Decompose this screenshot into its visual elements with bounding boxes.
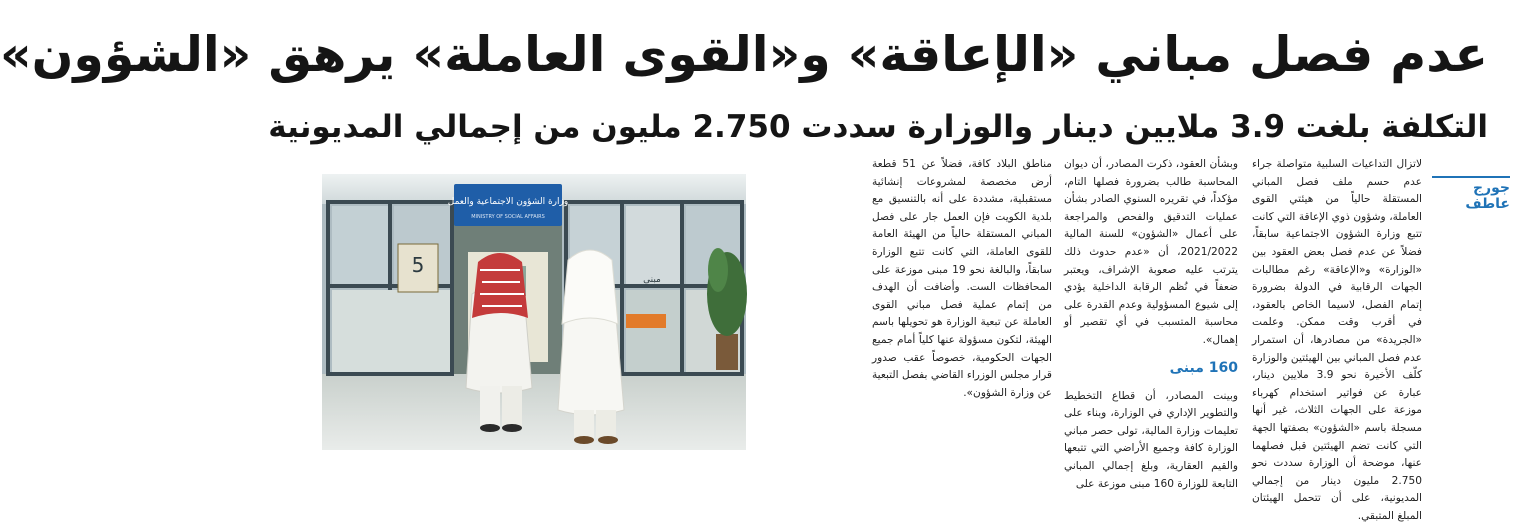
article-column-1 [1252,156,1422,522]
column-1-text: لاتزال التداعيات السلبية متواصلة جراء عدم حسم ملف فصل المباني المستقلة حالياً من هيئتي القوى العاملة، وشؤون ذوي الإعاقة التي كانت تتبع وزارة الشؤون الاجتماعية سابقاً، فضلاً عن عدم فصل بعض العقود بين «الوزارة» و«الإعاقة» رغم مطالبات الجهات الرقابية في الدولة بضرورة إتمام الفصل، لاسيما الخاص بالعقود، في أقرب وقت ممكن. وعلمت «الجريدة» من مصادرها، أن استمرار عدم فصل المباني بين الهيئتين والوزارة كلّف الأخيرة نحو 3.9 ملايين دينار، عبارة عن فواتير استخدام كهرباء موزعة على الجهات الثلاث، غير أنها مسجلة باسم «الشؤون» بصفتها الجهة التي كانت تضم الهيئتين قبل فصلهما عنها، موضحة أن الوزارة سددت نحو 2.750 مليون دينار من إجمالي المديونية، على أن تتحمل الهيئتان المبلغ المتبقي. [1252,158,1422,522]
ministry-sign-arabic: وزارة الشؤون الاجتماعية والعمل [447,197,569,207]
byline: جورج عاطف [1432,176,1510,212]
window-pane [332,206,388,284]
section-subtitle: 160 مبنى [1169,359,1238,376]
article-photo [322,174,746,450]
column-2-text-b: وبينت المصادر، أن قطاع التخطيط والتطوير الإداري في الوزارة، وبناء على تعليمات وزارة المالية، تولى حصر مباني الوزارة كافة وجميع الأراضي التي تتبعها والقيم العقارية، وبلغ إجمالي المباني التابعة للوزارة 160 مبنى موزعة على [1064,389,1238,490]
article-column-3 [872,156,1052,456]
photo-scene [322,174,746,450]
subheadline: التكلفة بلغت 3.9 ملايين دينار والوزارة سددت 2.750 مليون من إجمالي المديونية [268,109,1488,145]
door-number: 5 [411,253,425,277]
column-3-text: مناطق البلاد كافة، فضلاً عن 51 قطعة أرض مخصصة لمشروعات إنشائية مستقبلية، مشددة على أنه بالتنسيق مع بلدية الكويت فإن العمل جار على فصل المباني المستقلة حالياً من الهيئة العامة للقوى العاملة، التي كانت تتبع الوزارة سابقاً، والبالغة نحو 19 مبنى موزعة على المحافظات الست. وأضافت أن الهدف من إتمام عملية فصل مباني القوى العاملة عن تبعية الوزارة هو تحويلها باسم الهيئة، لتكون مسؤولة عنها كلياً أمام جميع الجهات الحكومية، خصوصاً عقب صدور قرار مجلس الوزراء القاضي بفصل التبعية عن وزارة الشؤون». [872,158,1052,399]
headline: عدم فصل مباني «الإعاقة» و«القوى العاملة» يرهق «الشؤون» [0,26,1488,83]
orange-chairs [626,314,666,328]
window-pane [332,290,450,372]
column-2-text-a: وبشأن العقود، ذكرت المصادر، أن ديوان المحاسبة طالب بضرورة فصلها التام، مؤكداً، في تقريره السنوي الصادر بشأن عمليات التدقيق والفحص والمراجعة على أعمال «الشؤون» للسنة المالية 2021/2022، أن «عدم حدوث ذلك يترتب عليه صعوبة الإشراف، ويعتبر ضعفاً في نُظم الرقابة الداخلية يؤدي إلى شيوع المسؤولية وعدم القدرة على محاسبة المتسبب في أي تقصير أو إهمال». [1064,158,1238,346]
door-label: مبنى [643,275,661,285]
ministry-sign-english: MINISTRY OF SOCIAL AFFAIRS [471,214,545,220]
article-column-2 [1064,156,1238,490]
